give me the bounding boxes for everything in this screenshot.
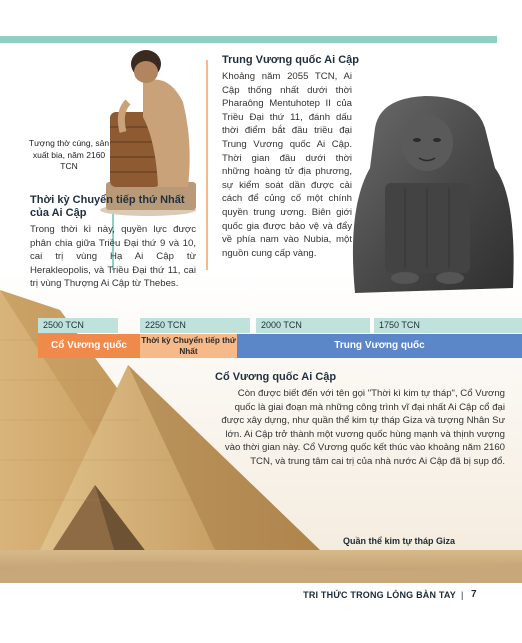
first-intermediate-heading: Thời kỳ Chuyển tiếp thứ Nhất của Ai Cập (30, 194, 185, 219)
era-first-intermediate: Thời kỳ Chuyển tiếp thứ Nhất (141, 336, 236, 356)
first-intermediate-body: Trong thời kì này, quyền lực được phân chia giữa Triều Đại thứ 9 và 10, cai trị vùng Hạ Ai Cập từ Herakleopolis, và Triều Đại thứ 11, cai trị vùng Thượng Ai Cập từ Thebes. (30, 224, 196, 290)
timeline-date-2000: 2000 TCN (256, 318, 370, 333)
block-statue-image (345, 88, 520, 303)
timeline-dates (0, 318, 522, 333)
old-kingdom-body: Còn được biết đến với tên gọi "Thời kì kim tự tháp", Cổ Vương quốc là giai đoạn mà những công trình vĩ đại nhất Ai Cập cổ đại được xây dựng, như quần thể kim tự tháp Giza và tượng Nhân Sư lớn. Ai Cập trở thành một vương quốc hùng mạnh và thịnh vượng vào thời gian này. Cổ Vương quốc kết thúc vào khoảng năm 2160 TCN, và trung tâm cai trị của nhà nước Ai Cập đã bị sụp đổ. (221, 388, 505, 467)
statue-caption: Tượng thờ cúng, sản xuất bia, năm 2160 TCN (28, 138, 110, 171)
middle-kingdom-section (222, 54, 359, 260)
pyramids-caption: Quần thể kim tự tháp Giza (343, 536, 456, 546)
timeline-date-2500: 2500 TCN (38, 318, 118, 333)
era-middle-kingdom: Trung Vương quốc (237, 334, 522, 358)
middle-kingdom-heading: Trung Vương quốc Ai Cập (222, 54, 359, 66)
page-number: 7 (471, 589, 477, 600)
timeline-date-2250: 2250 TCN (140, 318, 250, 333)
old-kingdom-heading: Cổ Vương quốc Ai Cập (215, 371, 337, 383)
book-title: TRI THỨC TRONG LÒNG BÀN TAY (303, 590, 456, 600)
timeline-date-1750: 1750 TCN (374, 318, 522, 333)
top-accent-bar (0, 36, 497, 43)
middle-kingdom-body: Khoảng năm 2055 TCN, Ai Cập thống nhất dưới thời Pharaông Mentuhotep II của Triều Đại thứ 11, đánh dấu thời điểm bắt đầu triều đại Trung Vương quốc Ai Cập. Thời gian đầu dưới thời những hoàng tử địa phương, sự kiểm soát dần được cải cách để củng cố một chính quyền trung ương. Biên giới quốc gia được bảo vệ và đẩy về phía nam vào Nubia, một nguồn cung cấp vàng. (222, 71, 352, 259)
era-old-kingdom: Cổ Vương quốc (38, 334, 140, 358)
old-kingdom-section (215, 371, 505, 469)
footer-separator: | (461, 590, 464, 600)
brewing-statue-image (88, 42, 208, 217)
first-intermediate-section (30, 194, 196, 291)
